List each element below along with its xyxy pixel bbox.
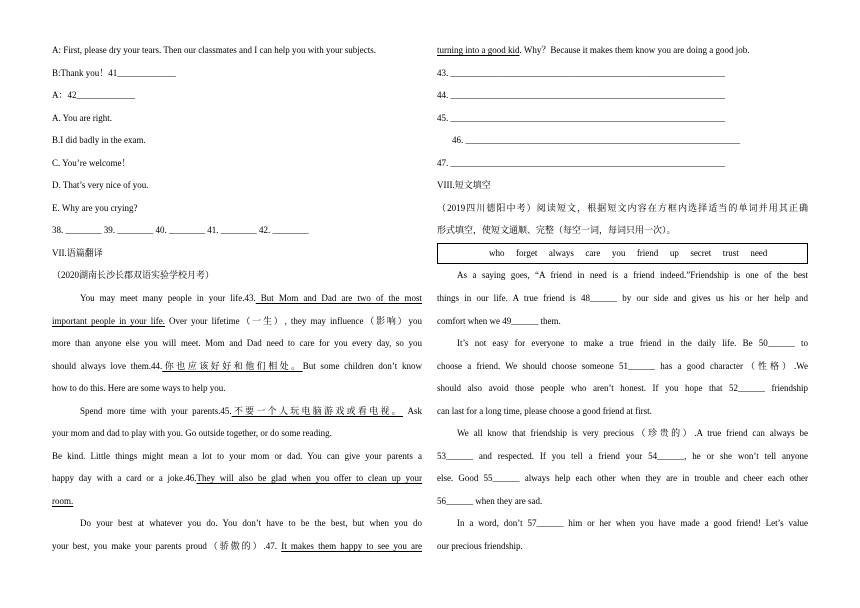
passage-line: We all know that friendship is very precious（珍贵的）.A true friend can always be (457, 428, 808, 439)
translation-sentence-46: They will also be glad when you offer to clean up your (196, 473, 422, 484)
word-bank-item: secret (690, 247, 712, 258)
answer-line-47: 47. _____________________________________________________________ (437, 157, 725, 168)
word-bank (437, 243, 808, 264)
section-source: （2020湖南长沙长郡双语实验学校月考） (52, 270, 215, 281)
passage-line (52, 512, 422, 535)
passage-line (52, 332, 422, 355)
option-b: B.I did badly in the exam. (52, 135, 146, 146)
passage-text: You may meet many people in your life.43. (80, 293, 256, 304)
dialogue-line: A: First, please dry your tears. Then our classmates and I can help you with your subjects. (52, 45, 377, 55)
passage-line: can last for a long time, please choose a good friend at first. (437, 405, 652, 416)
word-bank-item: who (489, 247, 505, 258)
passage-text: . Why？Because it makes them know you are doing a good job. (519, 45, 750, 55)
passage-line: our precious friendship. (437, 541, 523, 552)
option-e: E. Why are you crying? (52, 202, 138, 213)
passage-text: But some children don’t know (302, 360, 422, 371)
passage-line: As a saying goes, “A friend in need is a friend indeed.”Friendship is one of the best (457, 270, 808, 281)
passage-line: things in our life. A true friend is 48______ by our side and gives us his or her help and (437, 293, 808, 304)
passage-line (52, 287, 422, 310)
passage-line: 53______ and respected. If you tell a friend your 54______, he or she won’t tell anyone (437, 450, 808, 461)
left-column (52, 39, 422, 558)
translation-sentence-43-cont: important people in your life. (52, 315, 165, 326)
passage-line: 56______ when they are sad. (437, 495, 543, 506)
option-d: D. That’s very nice of you. (52, 180, 149, 191)
passage-line (52, 535, 422, 558)
passage-line: should also avoid those people who aren’t honest. If you hope that 52______ friendship (437, 383, 808, 394)
word-bank-item: up (669, 247, 679, 258)
passage-line (52, 422, 422, 445)
passage-text: how to do this. Here are some ways to help you. (52, 383, 226, 394)
answer-line-45: 45. _____________________________________________________________ (437, 112, 725, 123)
passage-line: It’s not easy for everyone to make a true friend in the daily life. Be 50______ to (457, 338, 808, 349)
passage-line: comfort when we 49______ them. (437, 315, 561, 326)
passage-text: happy day with a card or a joke.46. (52, 473, 197, 484)
passage-line: choose a friend. We should choose someone 51______ has a good character（性格）.We (437, 360, 808, 371)
passage-text: Do your best at whatever you do. You don’t have to be the best, but when you do (80, 518, 422, 529)
answer-blanks: 38. ________ 39. ________ 40. ________ 41. ________ 42. ________ (52, 225, 309, 236)
word-bank-item: need (750, 247, 768, 258)
answer-line-43: 43. _____________________________________________________________ (437, 67, 725, 78)
translation-sentence-47: It makes them happy to see you are (281, 541, 422, 552)
passage-text: Over your lifetime（一生）, they may influence（影响）you (164, 315, 422, 326)
word-bank-item: trust (722, 247, 739, 258)
passage-line: In a word, don’t 57______ him or her when you have made a good friend! Let’s value (457, 518, 808, 529)
passage-line (52, 310, 422, 333)
word-bank-item: forget (516, 247, 538, 258)
word-bank-item: always (548, 247, 574, 258)
dialogue-line: B:Thank you！41_____________ (52, 67, 176, 78)
section-instructions: （2019四川德阳中考）阅读短文，根据短文内容在方框内选择适当的单词并用其正确 (437, 202, 808, 213)
passage-text: should always love them.44. (52, 360, 163, 371)
option-c: C. You’re welcome！ (52, 157, 131, 168)
translation-sentence-46-cont: room. (52, 495, 74, 506)
passage-line (52, 490, 422, 513)
section-title: VII.语篇翻译 (52, 247, 103, 258)
passage-continuation (437, 39, 808, 62)
passage-text: your mom and dad to play with you. Go outside together, or do some reading. (52, 428, 332, 439)
section-title: VIII.短文填空 (437, 180, 491, 191)
translation-sentence-45: 不要一个人玩电脑游戏或看电视。 (231, 405, 403, 416)
passage-line (52, 355, 422, 378)
answer-line-46: 46. _____________________________________________________________ (452, 135, 740, 146)
passage-line (52, 377, 422, 400)
passage-text: your best, you make your parents proud（骄傲的）.47. (52, 541, 282, 552)
option-a: A. You are right. (52, 112, 112, 123)
passage-text: Be kind. Little things might mean a lot to your mom or dad. You can give your parents a (52, 450, 422, 461)
passage-line (52, 445, 422, 468)
passage-text: Spend more time with your parents.45. (80, 405, 232, 416)
passage-text: Ask (402, 405, 422, 416)
passage-text: more than anyone else you will meet. Mom and Dad need to care for you every day, so you (52, 338, 422, 349)
passage-line: else. Good 55______ always help each other when they are in trouble and cheer each other (437, 473, 808, 484)
passage-line (52, 400, 422, 423)
translation-sentence-44: 你也应该好好和他们相处。 (162, 360, 303, 371)
right-column (437, 39, 808, 558)
word-bank-slot (437, 242, 808, 265)
dialogue-line: A：42_____________ (52, 90, 135, 101)
translation-sentence-47-cont: turning into a good kid (437, 45, 520, 55)
word-bank-item: you (611, 247, 626, 258)
translation-sentence-43: But Mom and Dad are two of the most (255, 293, 422, 304)
passage-line (52, 467, 422, 490)
answer-line-44: 44. _____________________________________________________________ (437, 90, 725, 101)
word-bank-item: friend (636, 247, 659, 258)
word-bank-item: care (585, 247, 601, 258)
section-instructions: 形式填空，使短文通顺、完整（每空一词，每词只用一次）。 (437, 225, 676, 236)
